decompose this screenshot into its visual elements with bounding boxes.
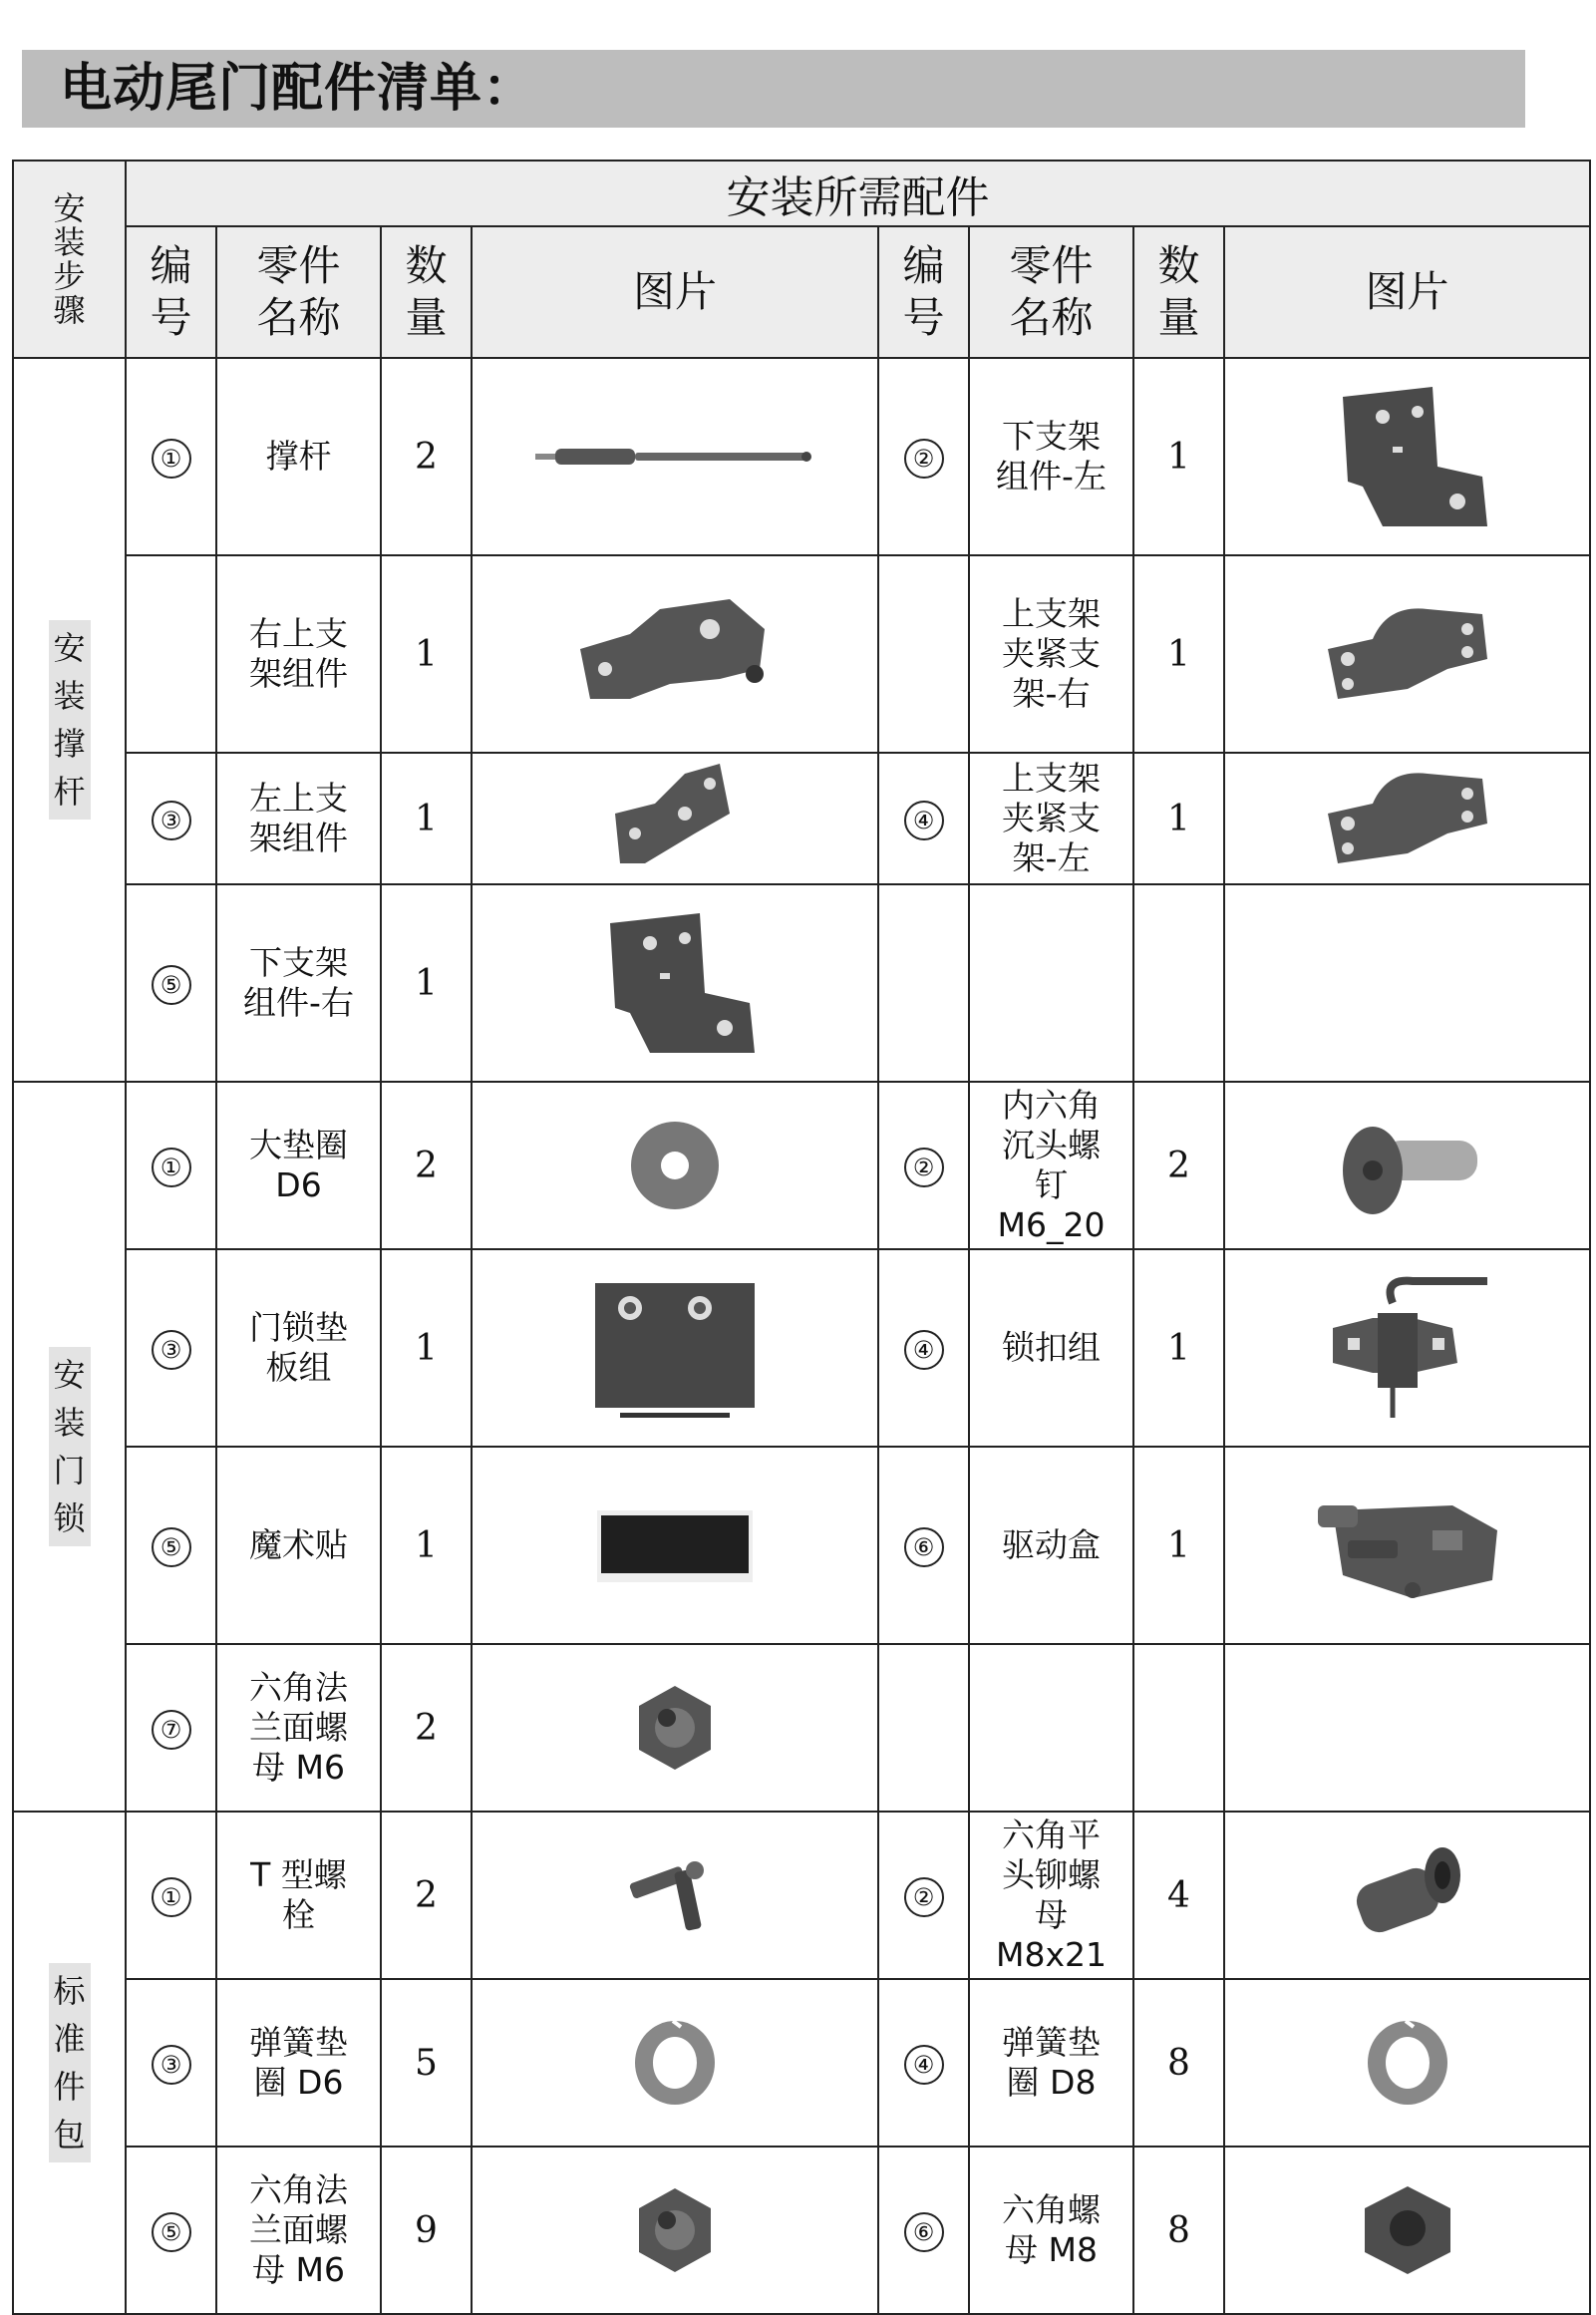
page-title: 电动尾门配件清单：	[60, 59, 536, 119]
flange-nut-icon	[473, 2180, 877, 2280]
title-bar	[22, 50, 1525, 128]
part-picture	[472, 1979, 878, 2147]
spring-washer-icon	[473, 2013, 877, 2113]
part-picture	[472, 1082, 878, 1249]
part-picture	[472, 884, 878, 1082]
part-picture	[1224, 1812, 1590, 1979]
drive-box-icon	[1225, 1481, 1589, 1610]
header-name-label: 零件 名称	[256, 241, 341, 342]
parts-table	[12, 160, 1591, 2315]
table-row	[13, 2147, 1590, 2314]
part-quantity: 8	[1133, 2147, 1224, 2314]
header-picture: 图片	[1224, 226, 1590, 358]
step-cell	[13, 1812, 126, 2314]
part-quantity: 2	[381, 1082, 472, 1249]
part-picture	[1224, 555, 1590, 753]
part-name: 大垫圈 D6	[216, 1082, 381, 1249]
part-quantity: 1	[1133, 753, 1224, 884]
part-number-cell	[878, 1249, 969, 1447]
strut-icon	[473, 437, 877, 477]
part-number: ⑦	[152, 1710, 191, 1750]
step-label: 安 装 撑 杆	[49, 620, 91, 820]
lower-bracket-icon	[473, 903, 877, 1063]
step-label: 标 准 件 包	[49, 1963, 91, 2162]
part-quantity: 1	[381, 1447, 472, 1644]
step-cell	[13, 1082, 126, 1812]
part-number: ①	[152, 1148, 191, 1187]
part-number-cell	[878, 1812, 969, 1979]
part-number-cell	[126, 2147, 216, 2314]
table-row	[13, 1082, 1590, 1249]
part-picture	[1224, 2147, 1590, 2314]
part-number: ②	[904, 1148, 944, 1187]
screw-icon	[1225, 1111, 1589, 1220]
part-quantity: 1	[1133, 555, 1224, 753]
header-parts-needed: 安装所需配件	[126, 161, 1590, 226]
part-quantity: 2	[381, 1644, 472, 1812]
table-row	[13, 1447, 1590, 1644]
part-number: ⑤	[152, 2212, 191, 2252]
part-quantity: 1	[381, 1249, 472, 1447]
part-number-cell	[878, 1082, 969, 1249]
part-number: ⑤	[152, 1527, 191, 1567]
table-row	[13, 1644, 1590, 1812]
header-qty	[381, 226, 472, 358]
part-number-cell	[878, 753, 969, 884]
part-picture	[1224, 884, 1590, 1082]
part-name: 六角法 兰面螺 母 M6	[216, 1644, 381, 1812]
washer-icon	[473, 1116, 877, 1215]
table-row	[13, 1812, 1590, 1979]
table-row	[13, 1979, 1590, 2147]
part-number: ⑤	[152, 965, 191, 1005]
table-row	[13, 358, 1590, 555]
part-picture	[472, 555, 878, 753]
part-name: 六角平 头铆螺 母 M8x21	[969, 1812, 1133, 1979]
header-name-label: 零件 名称	[1009, 241, 1094, 342]
table-row	[13, 555, 1590, 753]
part-number-cell	[878, 1979, 969, 2147]
part-quantity	[1133, 1644, 1224, 1812]
part-quantity: 2	[381, 1812, 472, 1979]
part-number: ⑥	[904, 1527, 944, 1567]
part-number-cell	[878, 884, 969, 1082]
part-quantity	[1133, 884, 1224, 1082]
part-number-cell	[878, 555, 969, 753]
header-number-label: 编 号	[150, 241, 192, 342]
header-qty-label: 数 量	[1157, 241, 1200, 342]
header-qty-label: 数 量	[405, 241, 448, 342]
header-picture: 图片	[472, 226, 878, 358]
part-quantity: 1	[1133, 1447, 1224, 1644]
part-picture	[1224, 358, 1590, 555]
part-name: 下支架 组件-右	[216, 884, 381, 1082]
part-number-cell	[126, 555, 216, 753]
header-name	[216, 226, 381, 358]
part-picture	[472, 753, 878, 884]
part-number: ③	[152, 1330, 191, 1370]
part-name: 内六角 沉头螺 钉 M6_20	[969, 1082, 1133, 1249]
part-name: 下支架 组件-左	[969, 358, 1133, 555]
part-number-cell	[126, 753, 216, 884]
header-qty	[1133, 226, 1224, 358]
part-number: ①	[152, 1877, 191, 1917]
part-quantity: 1	[381, 555, 472, 753]
header-steps-label: 安 装 步 骤	[53, 189, 86, 329]
part-number: ②	[904, 439, 944, 479]
table-row	[13, 884, 1590, 1082]
part-number-cell	[126, 1812, 216, 1979]
part-picture	[1224, 1082, 1590, 1249]
part-picture	[472, 1644, 878, 1812]
part-picture	[472, 358, 878, 555]
part-number-cell	[878, 1644, 969, 1812]
part-quantity: 8	[1133, 1979, 1224, 2147]
part-name: 上支架 夹紧支 架-左	[969, 753, 1133, 884]
part-number-cell	[878, 1447, 969, 1644]
part-quantity: 1	[381, 753, 472, 884]
part-number-cell	[126, 1082, 216, 1249]
part-name: 魔术贴	[216, 1447, 381, 1644]
part-number-cell	[878, 2147, 969, 2314]
part-number-cell	[126, 1644, 216, 1812]
part-name: 六角法 兰面螺 母 M6	[216, 2147, 381, 2314]
part-name	[969, 884, 1133, 1082]
hex-nut-icon	[1225, 2180, 1589, 2280]
part-number-cell	[878, 358, 969, 555]
part-picture	[1224, 1249, 1590, 1447]
part-picture	[1224, 1447, 1590, 1644]
plate-icon	[473, 1278, 877, 1418]
part-quantity: 2	[1133, 1082, 1224, 1249]
part-picture	[1224, 1644, 1590, 1812]
part-name: 弹簧垫 圈 D8	[969, 1979, 1133, 2147]
clamp-bracket-icon	[1225, 594, 1589, 714]
part-name: 锁扣组	[969, 1249, 1133, 1447]
header-name	[969, 226, 1133, 358]
part-name: 驱动盒	[969, 1447, 1133, 1644]
part-number: ③	[152, 2045, 191, 2085]
part-picture	[472, 1249, 878, 1447]
header-number	[126, 226, 216, 358]
velcro-icon	[473, 1505, 877, 1585]
part-picture	[472, 1812, 878, 1979]
upper-bracket-icon	[473, 589, 877, 719]
part-name: 上支架 夹紧支 架-右	[969, 555, 1133, 753]
latch-icon	[1225, 1273, 1589, 1423]
header-number-label: 编 号	[902, 241, 945, 342]
step-cell	[13, 358, 126, 1082]
part-name: 撑杆	[216, 358, 381, 555]
part-number-cell	[126, 1447, 216, 1644]
part-quantity: 1	[1133, 358, 1224, 555]
step-label: 安 装 门 锁	[49, 1347, 91, 1546]
lower-bracket-icon	[1225, 377, 1589, 536]
part-number: ③	[152, 801, 191, 840]
upper-bracket-small-icon	[473, 754, 877, 883]
part-quantity: 1	[1133, 1249, 1224, 1447]
t-bolt-icon	[473, 1850, 877, 1940]
part-name: 弹簧垫 圈 D6	[216, 1979, 381, 2147]
part-number-cell	[126, 1979, 216, 2147]
part-picture	[1224, 753, 1590, 884]
table-row	[13, 753, 1590, 884]
rivet-nut-icon	[1225, 1840, 1589, 1950]
table-row	[13, 1249, 1590, 1447]
part-number: ②	[904, 1877, 944, 1917]
part-number: ④	[904, 2045, 944, 2085]
part-name: 六角螺 母 M8	[969, 2147, 1133, 2314]
part-number: ⑥	[904, 2212, 944, 2252]
part-name: T 型螺 栓	[216, 1812, 381, 1979]
part-quantity: 5	[381, 1979, 472, 2147]
part-number-cell	[126, 358, 216, 555]
part-name: 右上支 架组件	[216, 555, 381, 753]
part-quantity: 9	[381, 2147, 472, 2314]
clamp-bracket-icon	[1225, 759, 1589, 878]
part-quantity: 4	[1133, 1812, 1224, 1979]
spring-washer-icon	[1225, 2013, 1589, 2113]
part-picture	[1224, 1979, 1590, 2147]
part-quantity: 2	[381, 358, 472, 555]
part-number-cell	[126, 1249, 216, 1447]
header-number	[878, 226, 969, 358]
header-steps	[13, 161, 126, 358]
part-number: ①	[152, 439, 191, 479]
part-number-cell	[126, 884, 216, 1082]
flange-nut-icon	[473, 1678, 877, 1778]
part-name	[969, 1644, 1133, 1812]
part-picture	[472, 2147, 878, 2314]
part-number: ④	[904, 1330, 944, 1370]
part-name: 门锁垫 板组	[216, 1249, 381, 1447]
part-name: 左上支 架组件	[216, 753, 381, 884]
part-quantity: 1	[381, 884, 472, 1082]
part-picture	[472, 1447, 878, 1644]
part-number: ④	[904, 801, 944, 840]
